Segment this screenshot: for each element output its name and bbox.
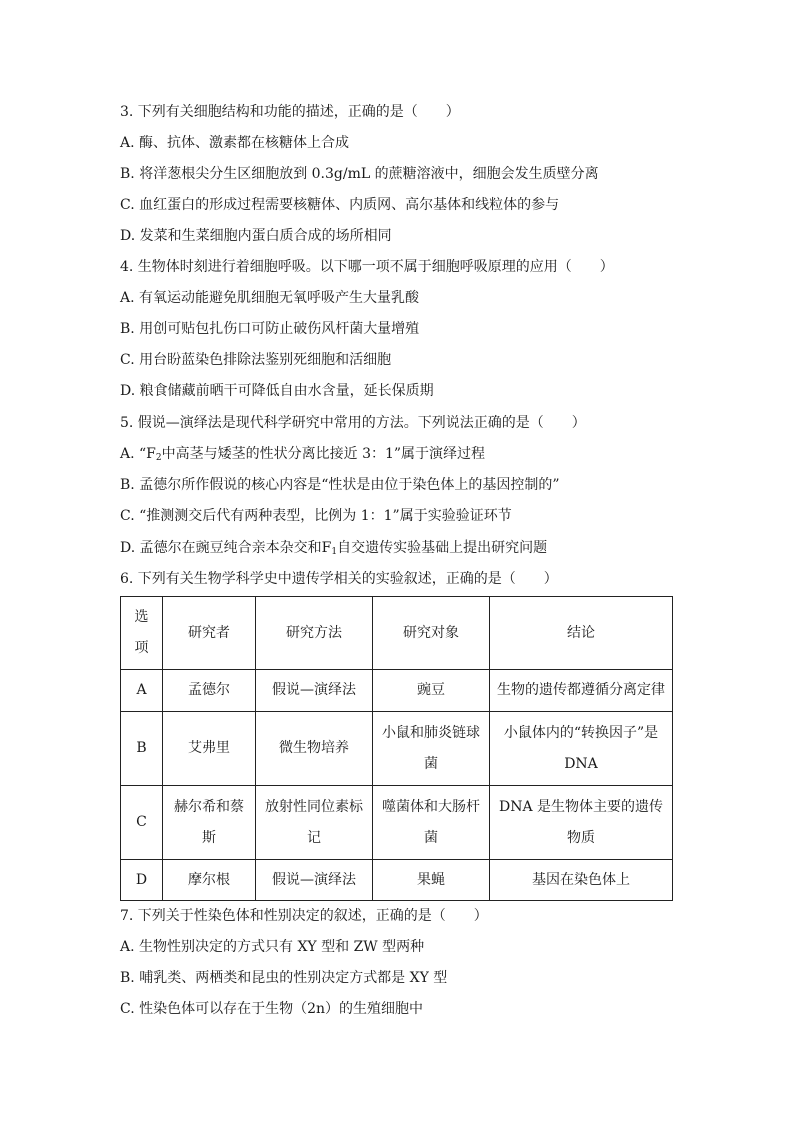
row-conclusion: DNA 是生物体主要的遗传 物质: [490, 786, 673, 860]
q7-option-b: B. 哺乳类、两栖类和昆虫的性别决定方式都是 XY 型: [120, 970, 448, 986]
q5-stem: 5. 假说—演绎法是现代科学研究中常用的方法。下列说法正确的是（ ）: [120, 415, 586, 431]
table-row: [121, 712, 673, 786]
q5-option-d-subscript: 1: [331, 547, 338, 557]
q3-option-a: A. 酶、抗体、激素都在核糖体上合成: [120, 135, 350, 151]
row-option: B: [121, 712, 163, 786]
row-conclusion: 小鼠体内的“转换因子”是 DNA: [490, 712, 673, 786]
q5-option-a: [120, 444, 485, 468]
row-method: 假说—演绎法: [256, 860, 373, 901]
row-researcher: 艾弗里: [163, 712, 256, 786]
row-object: 豌豆: [373, 670, 490, 712]
row-option: C: [121, 786, 163, 860]
q7-option-a: A. 生物性别决定的方式只有 XY 型和 ZW 型两种: [120, 939, 425, 955]
q5-option-a-subscript: 2: [155, 453, 162, 463]
row-researcher: 孟德尔: [163, 670, 256, 712]
row-option: D: [121, 860, 163, 901]
table-row: [121, 670, 673, 712]
q4-option-a: A. 有氧运动能避免肌细胞无氧呼吸产生大量乳酸: [120, 290, 420, 306]
q7-option-c: C. 性染色体可以存在于生物（2n）的生殖细胞中: [120, 1001, 424, 1017]
q4-option-b: B. 用创可贴包扎伤口可防止破伤风杆菌大量增殖: [120, 321, 420, 337]
q5-option-b: B. 孟德尔所作假说的核心内容是“性状是由位于染色体上的基因控制的”: [120, 477, 560, 493]
row-object: 果蝇: [373, 860, 490, 901]
row-conclusion: 生物的遗传都遵循分离定律: [490, 670, 673, 712]
header-option: 选 项: [121, 597, 163, 670]
row-researcher: 摩尔根: [163, 860, 256, 901]
row-researcher: 赫尔希和蔡 斯: [163, 786, 256, 860]
q5-option-a-post: 中高茎与矮茎的性状分离比接近 3：1”属于演绎过程: [161, 446, 486, 462]
table-header-row: [121, 597, 673, 670]
q5-option-a-pre: A. “F: [120, 446, 156, 462]
q7-stem: 7. 下列关于性染色体和性别决定的叙述，正确的是（ ）: [120, 908, 488, 924]
q5-option-c: C. “推测测交后代有两种表型，比例为 1：1”属于实验验证环节: [120, 508, 512, 524]
q5-option-d: [120, 538, 547, 562]
q5-option-d-pre: D. 孟德尔在豌豆纯合亲本杂交和F: [120, 540, 332, 556]
row-object: 噬菌体和大肠杆 菌: [373, 786, 490, 860]
header-object: 研究对象: [373, 597, 490, 670]
header-researcher: 研究者: [163, 597, 256, 670]
q6-table: [120, 596, 673, 901]
header-conclusion: 结论: [490, 597, 673, 670]
header-method: 研究方法: [256, 597, 373, 670]
q3-stem: 3. 下列有关细胞结构和功能的描述，正确的是（ ）: [120, 104, 460, 120]
q3-option-d: D. 发菜和生菜细胞内蛋白质合成的场所相同: [120, 228, 392, 244]
row-method: 假说—演绎法: [256, 670, 373, 712]
q3-option-c: C. 血红蛋白的形成过程需要核糖体、内质网、高尔基体和线粒体的参与: [120, 197, 560, 213]
row-conclusion: 基因在染色体上: [490, 860, 673, 901]
q4-stem: 4. 生物体时刻进行着细胞呼吸。以下哪一项不属于细胞呼吸原理的应用（ ）: [120, 259, 614, 275]
q4-option-d: D. 粮食储藏前晒干可降低自由水含量，延长保质期: [120, 383, 434, 399]
q5-option-d-post: 自交遗传实验基础上提出研究问题: [337, 540, 548, 556]
table-row: [121, 860, 673, 901]
row-method: 微生物培养: [256, 712, 373, 786]
row-method: 放射性同位素标 记: [256, 786, 373, 860]
q3-option-b: B. 将洋葱根尖分生区细胞放到 0.3g/mL 的蔗糖溶液中，细胞会发生质壁分离: [120, 166, 599, 182]
table-row: [121, 786, 673, 860]
row-object: 小鼠和肺炎链球 菌: [373, 712, 490, 786]
q6-stem: 6. 下列有关生物学科学史中遗传学相关的实验叙述，正确的是（ ）: [120, 571, 558, 587]
q4-option-c: C. 用台盼蓝染色排除法鉴别死细胞和活细胞: [120, 352, 392, 368]
row-option: A: [121, 670, 163, 712]
